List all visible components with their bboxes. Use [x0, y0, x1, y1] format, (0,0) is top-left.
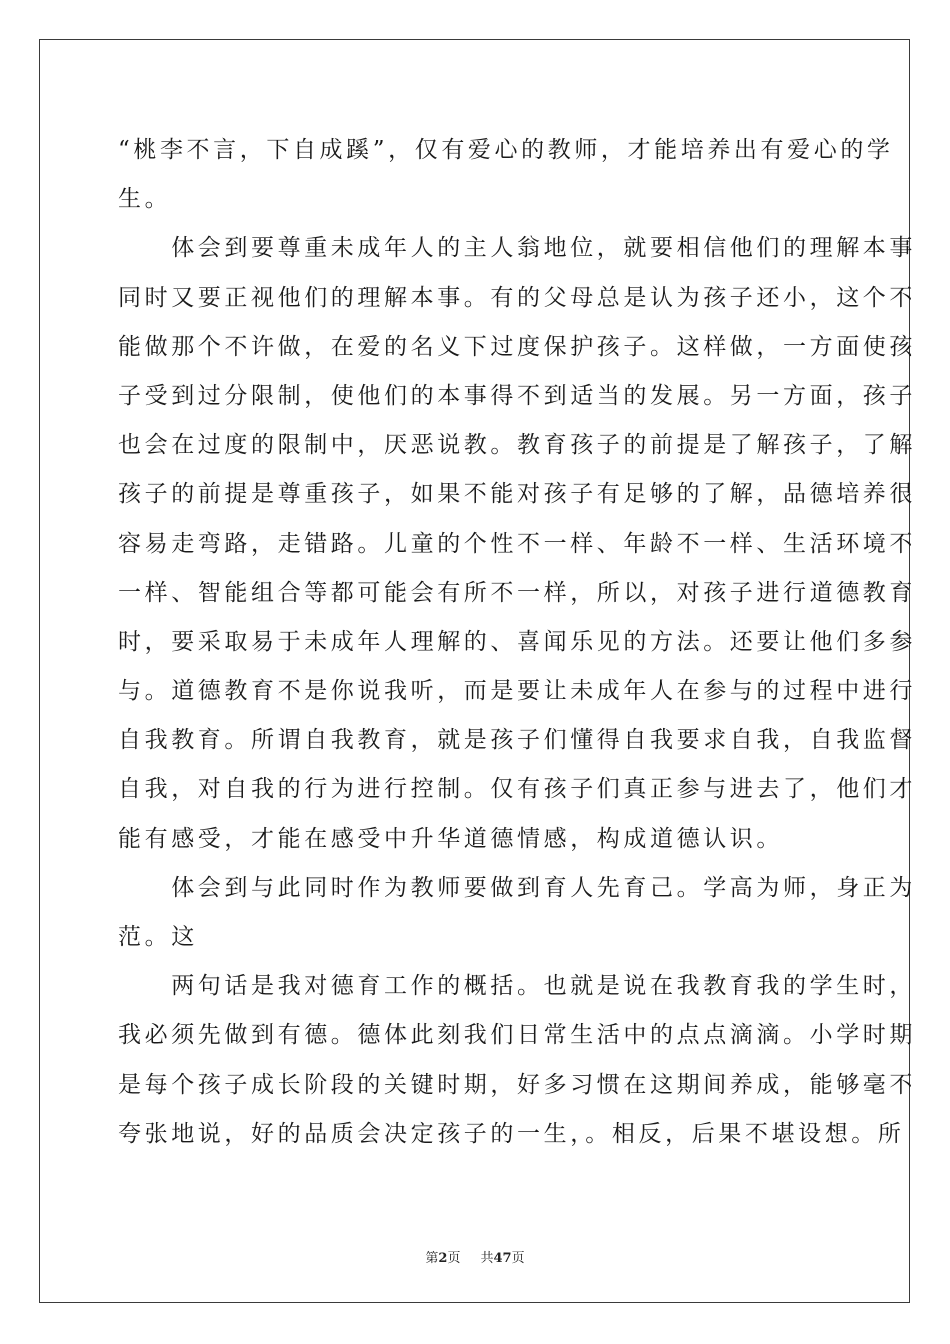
- text-line: 两句话是我对德育工作的概括。也就是说在我教育我的学生时，: [118, 973, 916, 1000]
- text-line: 容易走弯路，走错路。儿童的个性不一样、年龄不一样、生活环境不: [118, 530, 916, 557]
- page-number: 2: [438, 1251, 448, 1266]
- text-line: 我必须先做到有德。德体此刻我们日常生活中的点点滴滴。小学时期: [118, 1022, 916, 1049]
- total-pages: 47: [493, 1251, 512, 1266]
- total-prefix: 共: [480, 1251, 494, 1266]
- text-line: 子受到过分限制，使他们的本事得不到适当的发展。另一方面，孩子: [118, 382, 916, 409]
- text-line: 与。道德教育不是你说我听，而是要让未成年人在参与的过程中进行: [118, 678, 916, 705]
- text-line: 生。: [118, 186, 172, 213]
- page-suffix: 页: [447, 1251, 461, 1266]
- text-line: 是每个孩子成长阶段的关键时期，好多习惯在这期间养成，能够毫不: [118, 1071, 916, 1098]
- text-line: 自我，对自我的行为进行控制。仅有孩子们真正参与进去了，他们才: [118, 776, 916, 803]
- text-line: 也会在过度的限制中，厌恶说教。教育孩子的前提是了解孩子，了解: [118, 432, 916, 459]
- text-line: 自我教育。所谓自我教育，就是孩子们懂得自我要求自我，自我监督: [118, 727, 916, 754]
- text-line: 同时又要正视他们的理解本事。有的父母总是认为孩子还小，这个不: [118, 284, 916, 311]
- text-line: “桃李不言，下自成蹊”，仅有爱心的教师，才能培养出有爱心的学: [118, 137, 894, 163]
- text-line: 能有感受，才能在感受中升华道德情感，构成道德认识。: [118, 825, 783, 852]
- text-line: 体会到与此同时作为教师要做到育人先育己。学高为师，身正为: [118, 874, 916, 901]
- page-footer: [0, 1247, 950, 1266]
- text-line: 夸张地说，好的品质会决定孩子的一生，。相反，后果不堪设想。所: [118, 1120, 905, 1147]
- text-line: 能做那个不许做，在爱的名义下过度保护孩子。这样做，一方面使孩: [118, 333, 916, 360]
- text-line: 体会到要尊重未成年人的主人翁地位，就要相信他们的理解本事: [118, 235, 916, 262]
- text-line: 时，要采取易于未成年人理解的、喜闻乐见的方法。还要让他们多参: [118, 628, 916, 655]
- page-prefix: 第: [425, 1251, 439, 1266]
- document-body: [118, 126, 916, 1159]
- text-line: 一样、智能组合等都可能会有所不一样，所以，对孩子进行道德教育: [118, 579, 916, 606]
- text-line: 孩子的前提是尊重孩子，如果不能对孩子有足够的了解，品德培养很: [118, 481, 916, 508]
- text-line: 范。这: [118, 924, 198, 950]
- total-suffix: 页: [511, 1251, 525, 1266]
